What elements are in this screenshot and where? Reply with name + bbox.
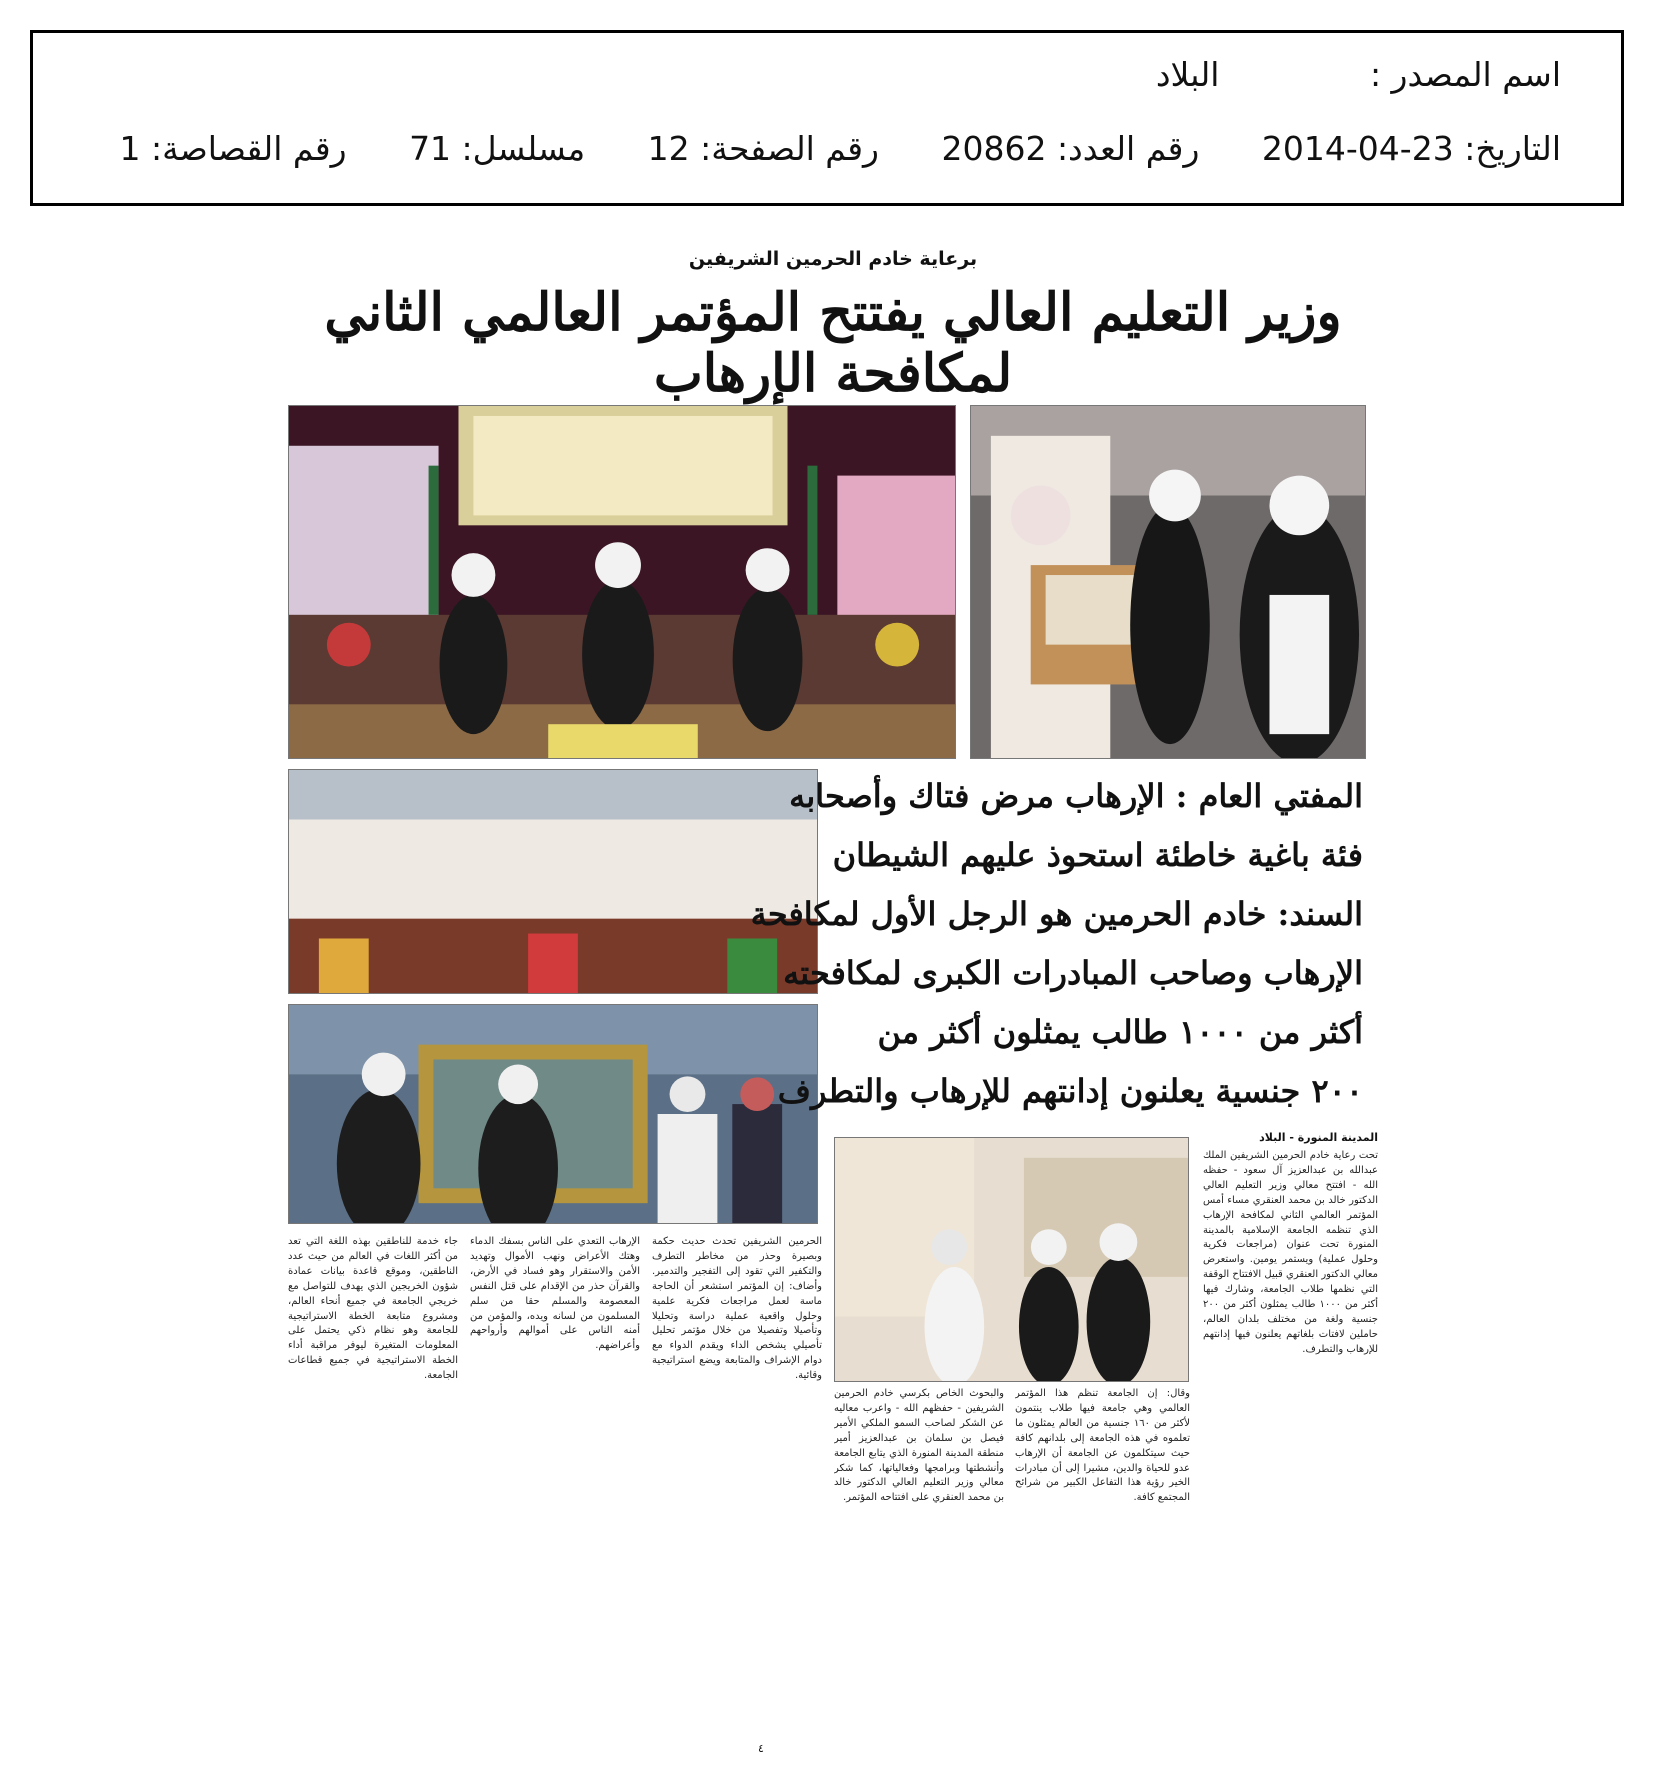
clip-field: رقم القصاصة: 1: [119, 129, 347, 168]
painting-gift-photo: [288, 1004, 818, 1224]
clipping-meta-box: [30, 30, 1624, 206]
audience-photo: [288, 769, 818, 994]
column-text: تحت رعاية خادم الحرمين الشريفين الملك عبدالله بن عبدالعزيز آل سعود - حفظه الله - افتتح معالي وزير التعليم العالي الدكتور خالد بن محمد العنقري مساء أمس المؤتمر العالمي الثاني لمكافحة الإرهاب الذي تنظمه الجامعة الإسلامية بالمدينة المنورة تحت عنوان (مراجعات فكرية وحلول عملية) ويستمر يومين. واستعرض معالي الدكتور العنقري قبيل الافتتاح الوقفة التي نظمها طلاب الجامعة، وشارك فيها أكثر من ١٠٠٠ طالب يمثلون أكثر من ٢٠٠ جنسية ولغة من مختلف بلدان العالم، حاملين لافتات بلغاتهم يعلنون فيها إدانتهم للإرهاب والتطرف.: [1203, 1150, 1378, 1355]
subhead-line: ٢٠٠ جنسية يعلنون إدانتهم للإرهاب والتطرف: [777, 1072, 1363, 1110]
article-column-6: [288, 1235, 458, 1751]
article-kicker: برعاية خادم الحرمين الشريفين: [688, 248, 978, 270]
column-text: جاء خدمة للناطقين بهذه اللغة التي تعد من أكثر اللغات في العالم من حيث عدد الناطقين، وموقع قاعدة بيانات عمادة شؤون الخريجين الذي يهدف للتواصل مع خريجي الجامعة في جميع أنحاء العالم، ومشروع متابعة الخطة الاستراتيجية للجامعة وهو نظام ذكي يحتمل على المعلومات المتغيرة ليوفر مراقبة أداء الخطة الاستراتيجية في جميع قطاعات الجامعة.: [288, 1236, 458, 1382]
column-text: الحرمين الشريفين تحدث حديث حكمة وبصيرة وحذر من مخاطر التطرف والتكفير التي تقود إلى التفجير والتدمير. وأضاف: إن المؤتمر استشعر أن الحاجة ماسة لعمل مراجعات فكرية علمية وحلول واقعية عملية دراسة وتحليلا وتأصيلا وتفصيلا من خلال مؤتمر تحليل تأصيلي يشخص الداء ويقدم الدواء مع دوام الإشراف والمتابعة ويضع استراتيجية وقائية.: [652, 1236, 822, 1382]
article-dateline: المدينة المنورة - البلاد: [1259, 1131, 1378, 1144]
newspaper-clipping: [288, 245, 1378, 1755]
article-column-3: [834, 1387, 1004, 1751]
column-text: وقال: إن الجامعة تنظم هذا المؤتمر العالمي وهي جامعة فيها طلاب ينتمون لأكثر من ١٦٠ جنسية من العالم يمثلون ما تعلموه في هذه الجامعة إلى بلدانهم كافة حيث سيتكلمون عن الجامعة أن الإرهاب عدو للحياة والدين، مشيرا إلى أن مبادرات الخير رؤية هذا التفاعل الكبير من شرائح المجتمع كافة.: [1015, 1388, 1190, 1504]
map-display-photo: [834, 1137, 1189, 1382]
subhead-line: المفتي العام : الإرهاب مرض فتاك وأصحابه: [789, 777, 1363, 815]
column-text: الإرهاب التعدي على الناس بسفك الدماء وهتك الأعراض ونهب الأموال وتهديد الأمن والاستقرار وهو فساد في الأرض، والقرآن حذر من الإقدام على قتل النفس المعصومة والمسلم حقا من سلم المسلمون من لسانه ويده، والمؤمن من أمنه الناس على أموالهم وأرواحهم وأعراضهم.: [470, 1236, 640, 1352]
column-text: والبحوث الخاص بكرسي خادم الحرمين الشريفين - حفظهم الله - واعرب معاليه عن الشكر لصاحب السمو الملكي الأمير فيصل بن سلمان بن عبدالعزيز أمير منطقة المدينة المنورة الذي يتابع الجامعة وأنشطتها وبرامجها وفعالياتها، كما شكر معالي وزير التعليم العالي الدكتور خالد بن محمد العنقري على افتتاحه المؤتمر.: [834, 1388, 1004, 1504]
details-row: [119, 129, 1561, 168]
article-column-5: [470, 1235, 640, 1751]
subhead-line: فئة باغية خاطئة استحوذ عليهم الشيطان: [832, 836, 1363, 874]
source-value: البلاد: [1155, 55, 1220, 94]
gift-presentation-photo: [970, 405, 1366, 759]
subhead-line: أكثر من ١٠٠٠ طالب يمثلون أكثر من: [877, 1013, 1363, 1051]
article-headline: وزير التعليم العالي يفتتح المؤتمر العالمي الثاني لمكافحة الإرهاب: [324, 282, 1342, 404]
conference-stage-photo: [288, 405, 956, 759]
subhead-line: السند: خادم الحرمين هو الرجل الأول لمكافحة: [750, 895, 1363, 933]
date-field: التاريخ: 23-04-2014: [1261, 129, 1561, 168]
source-row: [1156, 55, 1561, 94]
source-label: اسم المصدر :: [1369, 55, 1561, 94]
article-column-2: [1015, 1387, 1190, 1751]
page-field: رقم الصفحة: 12: [647, 129, 879, 168]
issue-field: رقم العدد: 20862: [941, 129, 1200, 168]
page-number: ٤: [758, 1742, 764, 1755]
article-subheads: [750, 767, 1363, 1121]
serial-field: مسلسل: 71: [409, 129, 586, 168]
article-column-1: [1203, 1149, 1378, 1751]
subhead-line: الإرهاب وصاحب المبادرات الكبرى لمكافحته: [783, 954, 1363, 992]
article-column-4: [652, 1235, 822, 1751]
